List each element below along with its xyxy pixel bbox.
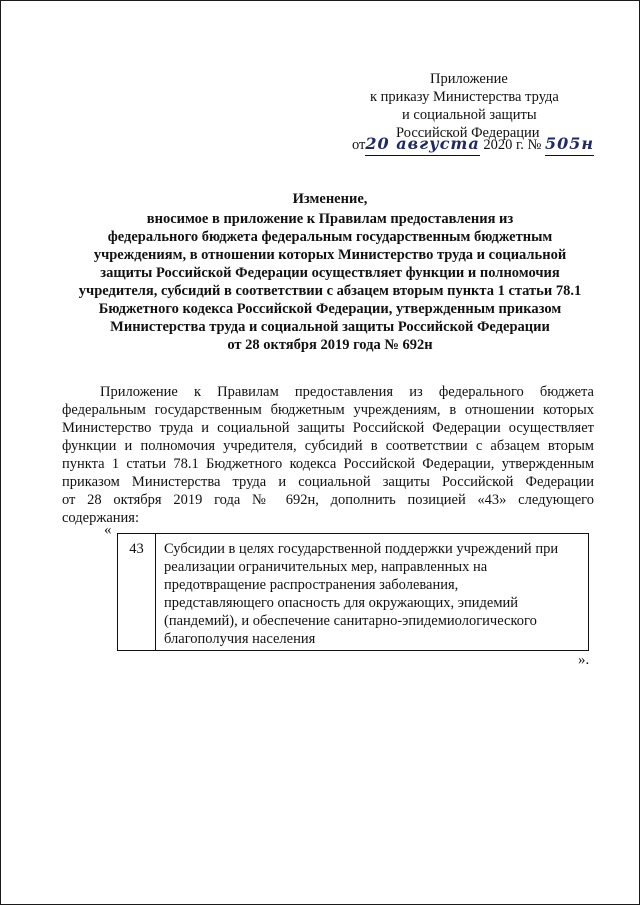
body-line: содержания: (62, 510, 140, 526)
order-date-line (352, 133, 594, 156)
title-line: от 28 октября 2019 года № 692н (227, 337, 433, 353)
title-line: учредителя, субсидий в соответствии с абзацем вторым пункта 1 статьи 78.1 (78, 283, 582, 299)
annex-line-1: Приложение (430, 71, 508, 87)
annex-line-4: Российской Федерации (396, 125, 540, 141)
body-line: приказом Министерства труда и социальной защиты Российской Федерации (62, 474, 594, 490)
position-text-line: представляющего опасность для окружающих, эпидемий (164, 595, 519, 611)
annex-line-3: и социальной защиты (402, 107, 537, 123)
body-line: федеральным государственным бюджетным учреждениям, в отношении которых (62, 402, 594, 418)
date-year: 2020 г. № (483, 137, 542, 153)
position-text-line: благополучия населения (164, 631, 316, 647)
title-line: Министерства труда и социальной защиты Российской Федерации (110, 319, 550, 335)
title-line: вносимое в приложение к Правилам предоставления из (146, 211, 514, 227)
annex-line-2: к приказу Министерства труда (370, 89, 559, 105)
position-text-line: реализации ограничительных мер, направленных на (164, 559, 488, 575)
opening-quote: « (104, 522, 112, 538)
position-text-line: Субсидии в целях государственной поддержки учреждений при (164, 541, 559, 557)
title-line: защиты Российской Федерации осуществляет функции и полномочия (100, 265, 560, 281)
date-prefix: от (352, 137, 366, 153)
body-line: от 28 октября 2019 года № 692н, дополнить позицией «43» следующего (62, 492, 594, 508)
position-text-line: (пандемий), и обеспечение санитарно-эпидемиологического (164, 613, 537, 629)
position-text-line: предотвращение распространения заболевания, (164, 577, 459, 593)
position-table (117, 533, 589, 651)
body-line: Приложение к Правилам предоставления из федерального бюджета (100, 384, 594, 400)
closing-quote: ». (578, 652, 590, 668)
title-line: учреждениям, в отношении которых Министерство труда и социальной (93, 247, 567, 263)
handwritten-date: 20 августа (365, 133, 479, 156)
position-number: 43 (118, 534, 156, 650)
body-line: функции и полномочия учредителя, субсидий в соответствии с абзацем вторым (62, 438, 594, 454)
title-heading: Изменение, (292, 191, 368, 207)
handwritten-number: 505н (545, 133, 594, 156)
body-line: пункта 1 статьи 78.1 Бюджетного кодекса Российской Федерации, утвержденным (62, 456, 594, 472)
title-line: Бюджетного кодекса Российской Федерации, утвержденным приказом (98, 301, 562, 317)
title-line: федерального бюджета федеральным государственным бюджетным (107, 229, 553, 245)
body-line: Министерство труда и социальной защиты Российской Федерации осуществляет (62, 420, 594, 436)
